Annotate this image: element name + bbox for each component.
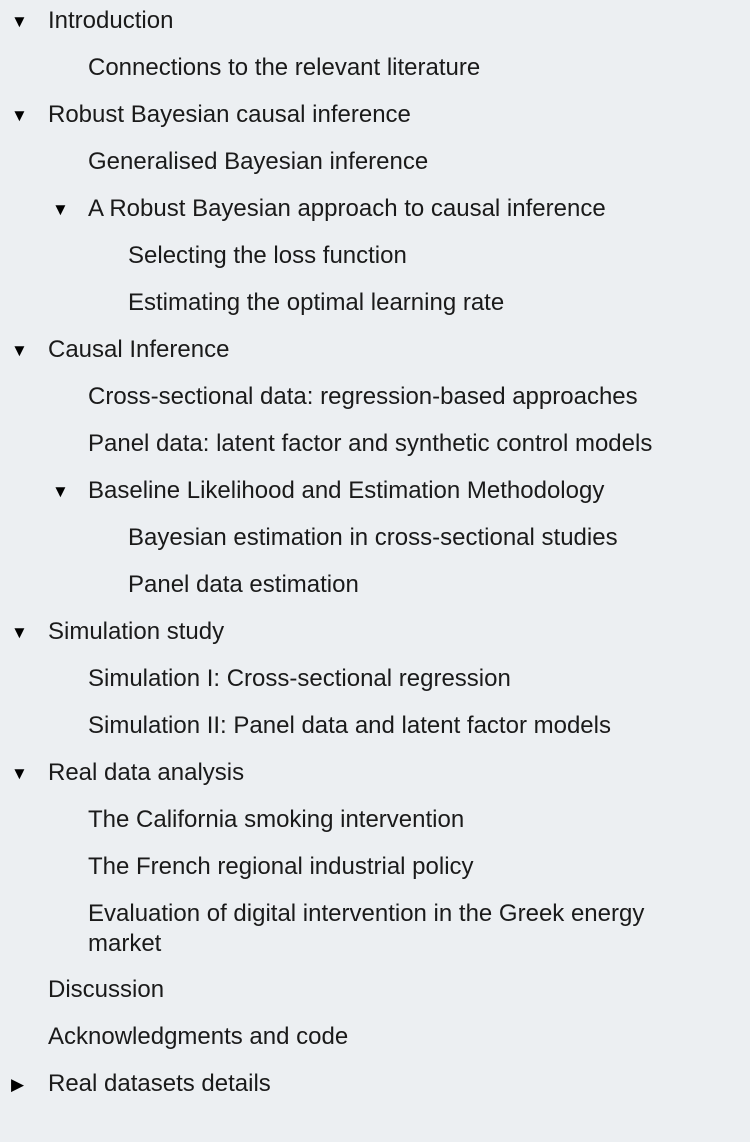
expand-triangle-icon[interactable]: ▼: [11, 764, 28, 783]
toc-link-simulation-2[interactable]: Simulation II: Panel data and latent factor models: [88, 712, 611, 739]
toc-item-baseline[interactable]: [0, 470, 750, 517]
toc-link-panel-data[interactable]: Panel data: latent factor and synthetic control models: [88, 430, 653, 457]
toc-item-acknowledgments[interactable]: [0, 1016, 750, 1063]
expand-triangle-icon[interactable]: ▼: [52, 482, 69, 501]
collapse-triangle-icon[interactable]: ▶: [11, 1075, 25, 1094]
toc-item-real-data-analysis[interactable]: [0, 752, 750, 799]
toc-link-causal-inference[interactable]: Causal Inference: [48, 336, 230, 363]
toc-link-baseline[interactable]: Baseline Likelihood and Estimation Methodology: [88, 477, 605, 504]
toc-item-greek[interactable]: [0, 893, 750, 970]
toc-item-simulation-1[interactable]: [0, 658, 750, 705]
toc-link-simulation-1[interactable]: Simulation I: Cross-sectional regression: [88, 665, 511, 692]
toc-item-introduction[interactable]: [0, 0, 750, 47]
expand-triangle-icon[interactable]: ▼: [11, 623, 28, 642]
toc-item-real-datasets[interactable]: [0, 1063, 750, 1110]
toc-link-real-datasets[interactable]: Real datasets details: [48, 1070, 271, 1097]
toc-link-real-data-analysis[interactable]: Real data analysis: [48, 759, 245, 786]
toc-item-french[interactable]: [0, 846, 750, 893]
expand-triangle-icon[interactable]: ▼: [11, 106, 28, 125]
toc-link-introduction[interactable]: Introduction: [48, 7, 174, 34]
toc-link-french[interactable]: The French regional industrial policy: [88, 853, 474, 880]
toc-item-learning-rate[interactable]: [0, 282, 750, 329]
toc-link-learning-rate[interactable]: Estimating the optimal learning rate: [128, 289, 505, 316]
toc-link-loss-function[interactable]: Selecting the loss function: [128, 242, 407, 269]
expand-triangle-icon[interactable]: ▼: [11, 341, 28, 360]
toc-item-simulation-2[interactable]: [0, 705, 750, 752]
toc-item-generalised[interactable]: [0, 141, 750, 188]
toc-item-causal-inference[interactable]: [0, 329, 750, 376]
toc-link-connections[interactable]: Connections to the relevant literature: [88, 54, 481, 81]
toc-link-simulation-study[interactable]: Simulation study: [48, 618, 225, 645]
toc-item-california[interactable]: [0, 799, 750, 846]
toc-item-cross-sectional[interactable]: [0, 376, 750, 423]
toc-link-discussion[interactable]: Discussion: [48, 976, 165, 1003]
expand-triangle-icon[interactable]: ▼: [52, 200, 69, 219]
toc-link-robust-approach[interactable]: A Robust Bayesian approach to causal inference: [88, 195, 606, 222]
toc-item-connections[interactable]: [0, 47, 750, 94]
toc-item-loss-function[interactable]: [0, 235, 750, 282]
toc-link-cross-sectional[interactable]: Cross-sectional data: regression-based approaches: [88, 383, 638, 410]
toc-item-panel-data[interactable]: [0, 423, 750, 470]
toc-item-robust-approach[interactable]: [0, 188, 750, 235]
toc-item-robust-bayesian[interactable]: [0, 94, 750, 141]
toc-link-greek[interactable]: Evaluation of digital intervention in the Greek energy market: [88, 900, 645, 957]
toc-link-panel-estimation[interactable]: Panel data estimation: [128, 571, 359, 598]
expand-triangle-icon[interactable]: ▼: [11, 12, 28, 31]
toc-item-bayesian-cross-sectional[interactable]: [0, 517, 750, 564]
toc-link-acknowledgments[interactable]: Acknowledgments and code: [48, 1023, 349, 1050]
toc-item-simulation-study[interactable]: [0, 611, 750, 658]
toc-item-discussion[interactable]: [0, 969, 750, 1016]
toc-item-panel-estimation[interactable]: [0, 564, 750, 611]
toc-link-california[interactable]: The California smoking intervention: [88, 806, 465, 833]
toc-link-robust-bayesian[interactable]: Robust Bayesian causal inference: [48, 101, 411, 128]
toc-link-generalised[interactable]: Generalised Bayesian inference: [88, 148, 429, 175]
toc-link-bayesian-cross-sectional[interactable]: Bayesian estimation in cross-sectional studies: [128, 524, 618, 551]
